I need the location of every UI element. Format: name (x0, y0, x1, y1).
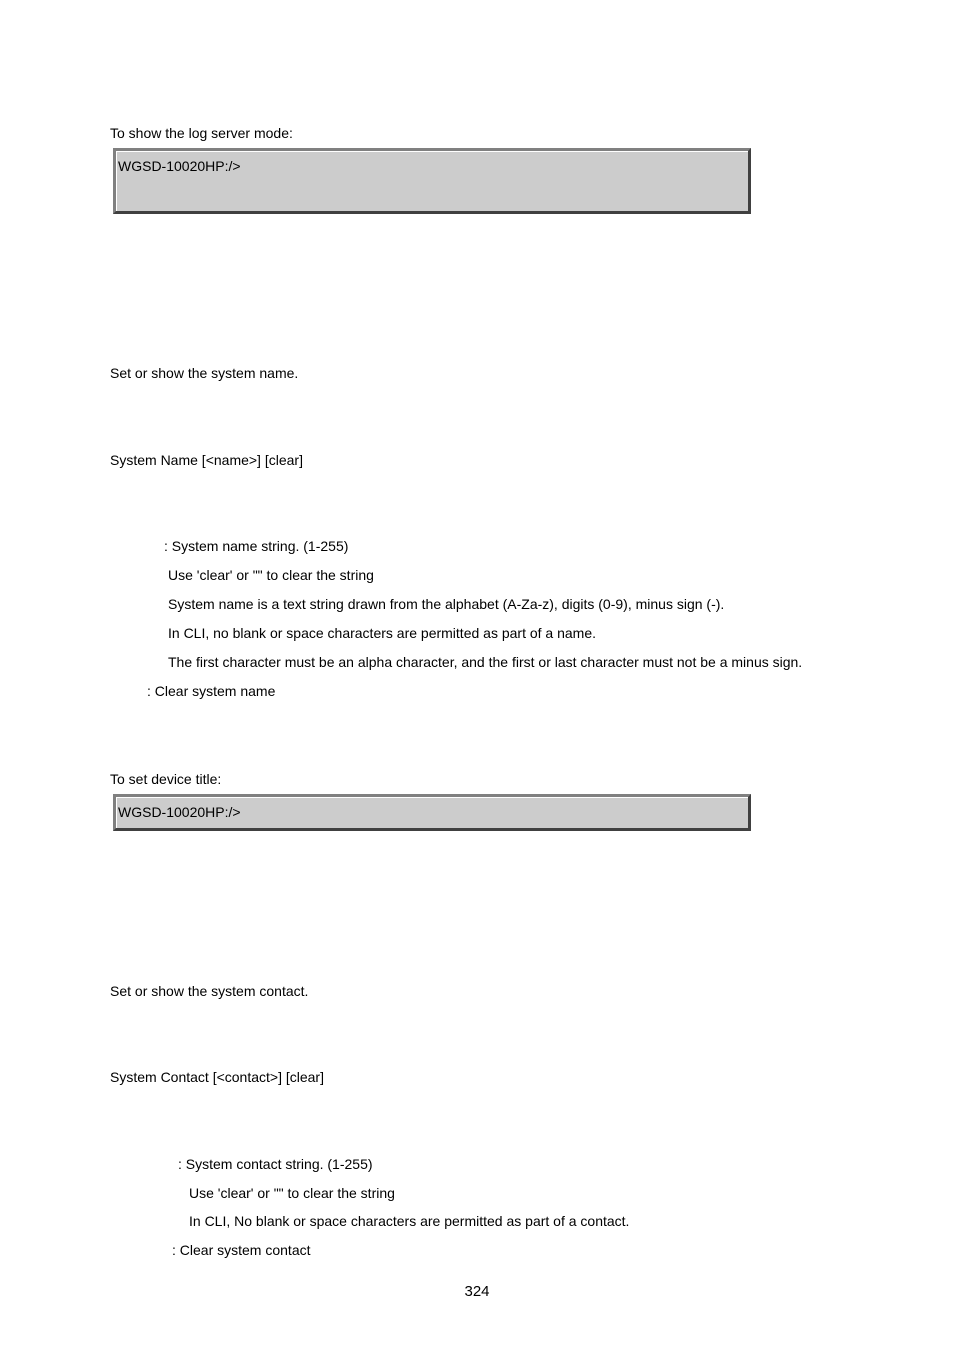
system-contact-param-clear: : Clear system contact (172, 1242, 311, 1258)
system-name-syntax: System Name [<name>] [clear] (110, 452, 303, 468)
system-name-param-first-char: The first character must be an alpha character, and the first or last character must not be a minus sign. (168, 654, 803, 670)
cli-prompt: WGSD-10020HP:/> (118, 804, 241, 820)
system-name-description: Set or show the system name. (110, 365, 299, 381)
system-contact-description: Set or show the system contact. (110, 983, 309, 999)
cli-prompt: WGSD-10020HP:/> (118, 158, 241, 174)
system-contact-param-no-blank: In CLI, No blank or space characters are permitted as part of a contact. (189, 1213, 630, 1229)
system-contact-param-clear-hint: Use 'clear' or "" to clear the string (189, 1185, 395, 1201)
cli-box-log-server (113, 148, 751, 214)
system-name-param-alphabet: System name is a text string drawn from the alphabet (A-Za-z), digits (0-9), minus sign (-). (168, 596, 725, 612)
page-number: 324 (464, 1283, 490, 1300)
system-name-param-clear-hint: Use 'clear' or "" to clear the string (168, 567, 374, 583)
system-contact-param-contact: : System contact string. (1-255) (178, 1156, 373, 1172)
cli-box-device-title (113, 794, 751, 831)
system-name-param-no-blank: In CLI, no blank or space characters are permitted as part of a name. (168, 625, 596, 641)
system-contact-syntax: System Contact [<contact>] [clear] (110, 1069, 324, 1085)
system-name-param-name: : System name string. (1-255) (164, 538, 349, 554)
log-server-mode-intro: To show the log server mode: (110, 125, 293, 141)
system-name-param-clear: : Clear system name (147, 683, 276, 699)
set-device-title-intro: To set device title: (110, 771, 222, 787)
